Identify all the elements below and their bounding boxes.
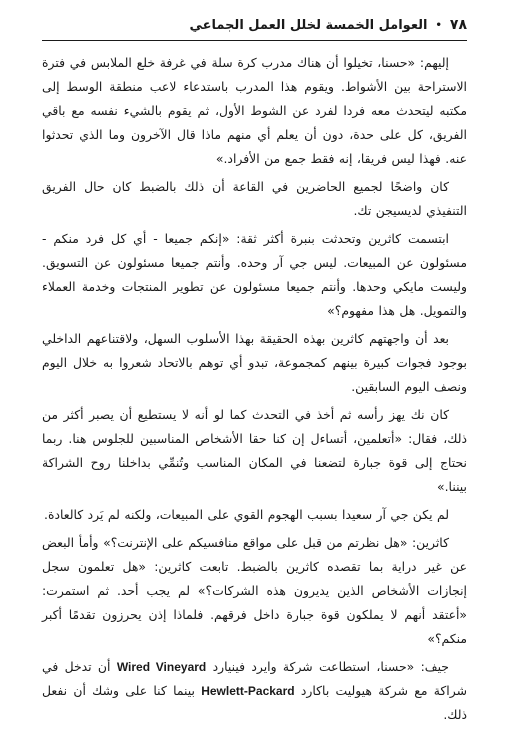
page-body — [42, 51, 467, 727]
running-header — [42, 10, 467, 41]
header-separator: • — [435, 19, 442, 31]
paragraph-2: كان واضحًا لجميع الحاضرين في القاعة أن ذلك بالضبط كان حال الفريق التنفيذي لديسيجن تك. — [42, 179, 467, 218]
paragraph-4: بعد أن واجهتهم كاثرين بهذه الحقيقة بهذا الأسلوب السهل، ولاقتناعهم الداخلي بوجود فجوات كبيرة بينهم كمجموعة، تبدو أي توهم بالاتحاد شعروا به خلال اليوم ونصف اليوم السابقين. — [42, 331, 467, 394]
paragraph-6: لم يكن جي آر سعيدا بسبب الهجوم القوي على المبيعات، ولكنه لم يَرد كالعادة. — [44, 507, 449, 522]
company-name-hewlett-packard: Hewlett-Packard — [201, 684, 295, 698]
page-number: ٧٨ — [449, 17, 467, 33]
chapter-title: العوامل الخمسة لخلل العمل الجماعي — [189, 17, 428, 33]
paragraph-5: كان نك يهز رأسه ثم أخذ في التحدث كما لو أنه لا يستطيع أن يصبر أكثر من ذلك، فقال: «أتعلمين، أتساءل إن كنا حقا الأشخاص المناسبين للجلوس هنا. ربما نحتاج إلى قوة جبارة لتضعنا في المكان المناسب وتُنمِّي بداخلنا روح الشراكة بيننا.» — [42, 407, 467, 494]
paragraph-1: إليهم: «حسنا، تخيلوا أن هناك مدرب كرة سلة في غرفة خلع الملابس في فترة الاستراحة بين الأشواط. ويقوم هذا المدرب باستدعاء لاعب منطقة الوسط إلى مكتبه ليتحدث معه فردا لفرد عن الشوط الأول، ثم يقوم بالشيء نفسه مع باقي الفريق، كل على حدة، دون أن يعلم أي منهم ماذا قال الآخرون وما الذي تحدثوا عنه. فهذا ليس فريقا، إنه فقط جمع من الأفراد.» — [42, 55, 467, 166]
paragraph-7: كاثرين: «هل نظرتم من قبل على مواقع منافسيكم على الإنترنت؟» وأمأ البعض عن غير دراية بما تقصده كاثرين بالضبط. تابعت كاثرين: «هل تعلمون سجل إنجازات الأشخاص الذين يديرون هذه الشركات؟» لم يجب أحد. ثم استمرت: «أعتقد أنهم لا يملكون قوة جبارة داخل فرقهم. فلماذا إذن يحرزون تقدمًا أكبر منكم؟» — [42, 535, 467, 646]
paragraph-3: ابتسمت كاثرين وتحدثت بنبرة أكثر ثقة: «إنكم جميعا - أي كل فرد منكم - مسئولون عن المبيعات. ليس جي آر وحده. وأنتم جميعا مسئولون عن التسويق. وليست مايكي وحدها. وأنتم جميعا مسئولون عن تطوير المنتجات وخدمة العملاء والتمويل. هل هذا مفهوم؟» — [42, 231, 467, 318]
paragraph-8-text-c: بينما كنا على وشك أن نفعل ذلك. — [42, 683, 467, 722]
paragraph-8 — [42, 655, 467, 727]
paragraph-8-text-a: جيف: «حسنا، استطاعت شركة وايرد فينيارد — [212, 659, 449, 674]
company-name-wired-vineyard: Wired Vineyard — [116, 660, 207, 674]
paragraph-8-text-b: أن تدخل في شراكة مع شركة هيوليت باكارد — [42, 659, 467, 698]
